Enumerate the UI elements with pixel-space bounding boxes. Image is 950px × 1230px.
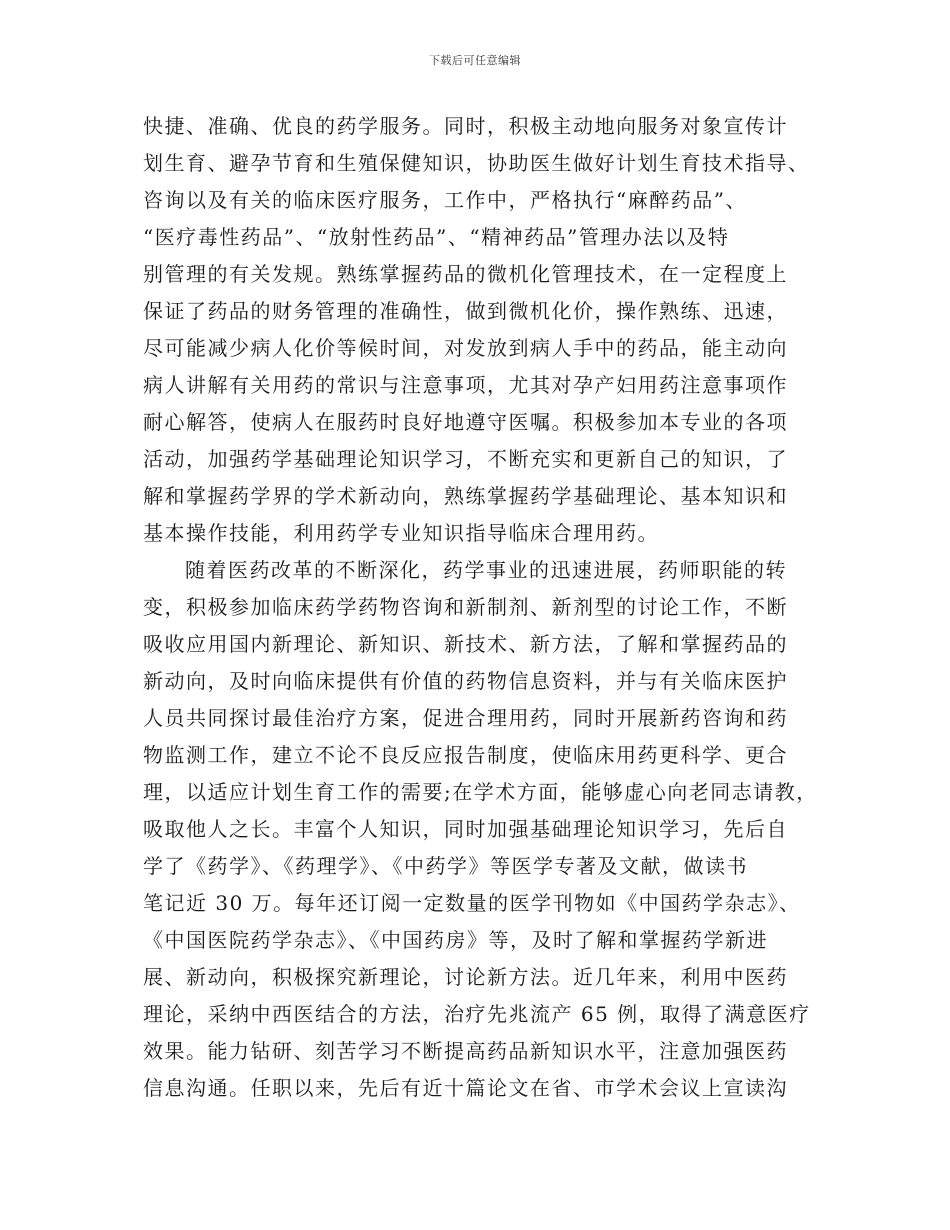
- text-line: 吸取他人之长。丰富个人知识，同时加强基础理论知识学习，先后自: [143, 817, 788, 841]
- text-line: 《中国医院药学杂志》、《中国药房》等，及时了解和掌握药学新进: [143, 928, 768, 952]
- paragraph-start-line: 随着医药改革的不断深化，药学事业的迅速进展，药师职能的转: [185, 558, 787, 582]
- text-line: 耐心解答，使病人在服药时良好地遵守医嘱。积极参加本专业的各项: [143, 410, 788, 434]
- text-line: 基本操作技能，利用药学专业知识指导临床合理用药。: [143, 521, 659, 545]
- text-line: 保证了药品的财务管理的准确性，做到微机化价，操作熟练、迅速，: [143, 299, 788, 323]
- text-line: 展、新动向，积极探究新理论，讨论新方法。近几年来，利用中医药: [143, 965, 788, 989]
- document-body: [143, 108, 823, 1107]
- text-line: 效果。能力钻研、刻苦学习不断提高药品新知识水平，注意加强医药: [143, 1039, 788, 1063]
- text-line: 学了《药学》、《药理学》、《中药学》等医学专著及文献，做读书: [143, 854, 748, 878]
- text-line: 划生育、避孕节育和生殖保健知识，协助医生做好计划生育技术指导、: [143, 151, 810, 175]
- text-line: 笔记近 30 万。每年还订阅一定数量的医学刊物如《中国药学杂志》、: [143, 891, 801, 915]
- text-line: 人员共同探讨最佳治疗方案，促进合理用药，同时开展新药咨询和药: [143, 706, 788, 730]
- text-line: 快捷、准确、优良的药学服务。同时，积极主动地向服务对象宣传计: [143, 114, 788, 138]
- text-line: 病人讲解有关用药的常识与注意事项，尤其对孕产妇用药注意事项作: [143, 373, 788, 397]
- text-line: 变，积极参加临床药学药物咨询和新制剂、新剂型的讨论工作，不断: [143, 595, 788, 619]
- text-line: 解和掌握药学界的学术新动向，熟练掌握药学基础理论、基本知识和: [143, 484, 788, 508]
- page-header: 下载后可任意编辑: [429, 54, 521, 67]
- text-line: 信息沟通。任职以来，先后有近十篇论文在省、市学术会议上宣读沟: [143, 1076, 788, 1100]
- text-line: 活动，加强药学基础理论知识学习，不断充实和更新自己的知识，了: [143, 447, 788, 471]
- text-line: 别管理的有关发规。熟练掌握药品的微机化管理技术，在一定程度上: [143, 262, 788, 286]
- text-line: 理，以适应计划生育工作的需要;在学术方面，能够虚心向老同志请教，: [143, 780, 818, 804]
- text-line: 新动向，及时向临床提供有价值的药物信息资料，并与有关临床医护: [143, 669, 788, 693]
- text-line: 尽可能减少病人化价等候时间，对发放到病人手中的药品，能主动向: [143, 336, 788, 360]
- text-line: 咨询以及有关的临床医疗服务，工作中，严格执行“麻醉药品”、: [143, 188, 747, 212]
- text-line: 理论，采纳中西医结合的方法，治疗先兆流产 65 例，取得了满意医疗: [143, 1002, 811, 1026]
- text-line: “医疗毒性药品”、“放射性药品”、“精神药品”管理办法以及特: [143, 225, 730, 249]
- text-line: 物监测工作，建立不论不良反应报告制度，使临床用药更科学、更合: [143, 743, 788, 767]
- text-line: 吸收应用国内新理论、新知识、新技术、新方法，了解和掌握药品的: [143, 632, 788, 656]
